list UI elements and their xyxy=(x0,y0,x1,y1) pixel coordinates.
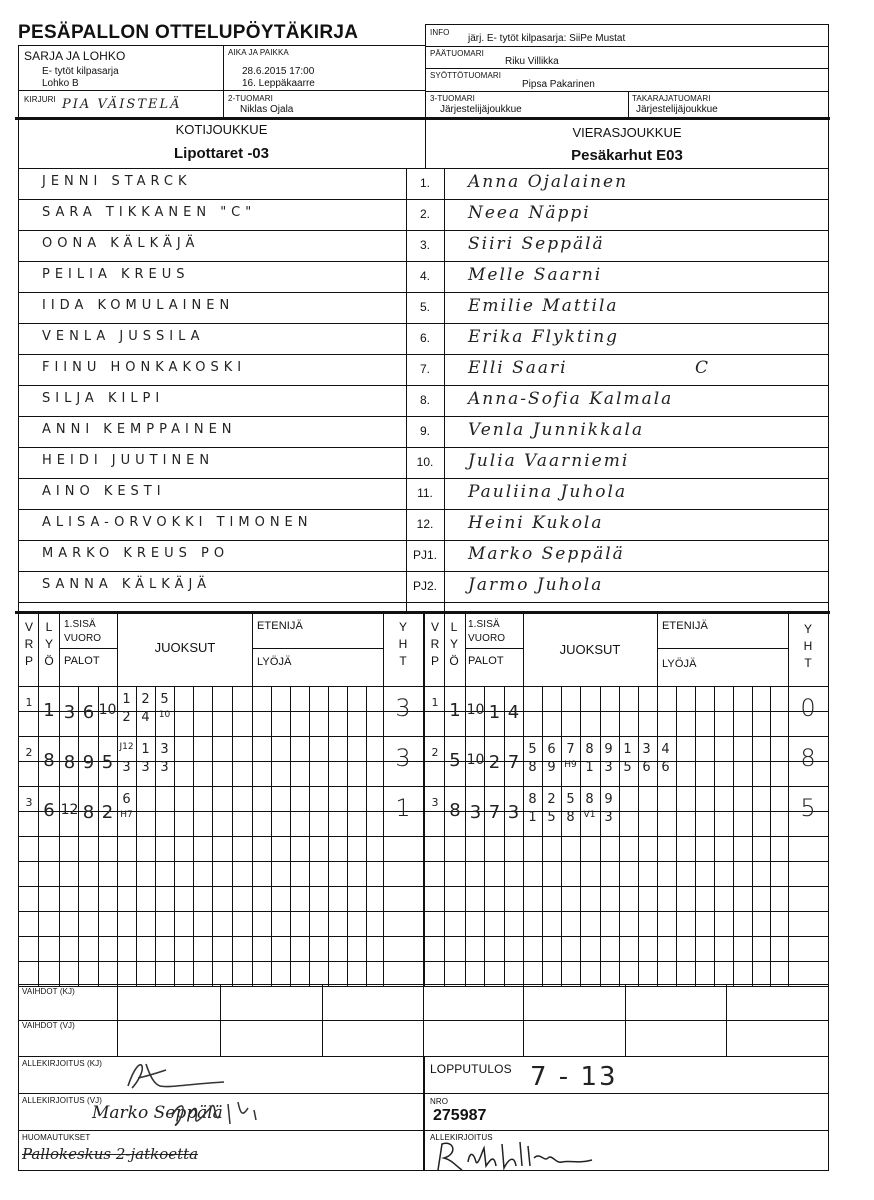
away_periods-run-top: 8 xyxy=(585,742,594,757)
roster-away-player: Anna Ojalainen xyxy=(468,172,629,192)
grid-line xyxy=(290,686,291,986)
grid-line xyxy=(18,936,829,937)
roster-home-player: ANNI KEMPPAINEN xyxy=(42,422,237,437)
away_periods-run-top: 2 xyxy=(547,792,556,807)
grid-line xyxy=(18,736,829,737)
home_periods-run-top: 3 xyxy=(160,742,169,757)
away-lyo-l: L xyxy=(450,620,458,634)
grid-line xyxy=(580,686,581,986)
grid-line xyxy=(657,686,658,986)
home-team-name: Lipottaret -03 xyxy=(173,145,269,162)
roster-number: 3. xyxy=(419,238,430,252)
home_periods-palo: 8 xyxy=(82,802,95,823)
home_periods-run-top: 1 xyxy=(122,692,131,707)
home-vuoro: VUORO xyxy=(64,633,102,644)
aika-label: AIKA JA PAIKKA xyxy=(228,48,289,57)
grid-line xyxy=(136,686,137,986)
home_periods-run-top: 1 xyxy=(141,742,150,757)
away_periods-run-bottom: V1 xyxy=(583,810,596,820)
away-lyoja: LYÖJÄ xyxy=(662,658,697,670)
home_periods-vrp: 2 xyxy=(25,746,33,759)
grid-line xyxy=(828,984,829,1170)
away_periods-ly: 5 xyxy=(449,750,461,771)
away_periods-vrp: 3 xyxy=(431,796,439,809)
grid-line xyxy=(38,686,39,986)
place-value: 16. Leppäkaarre xyxy=(242,78,315,89)
away_periods-ly: 8 xyxy=(449,800,461,821)
tuomari2-value: Niklas Ojala xyxy=(240,104,294,115)
home_periods-palo: 8 xyxy=(63,752,76,773)
away-yht-y: Y xyxy=(803,622,812,636)
grid-line xyxy=(366,686,367,986)
away_periods-yht: 8 xyxy=(800,744,816,772)
grid-line xyxy=(252,686,253,986)
grid-line xyxy=(18,230,829,231)
away-sisa: 1.SISÄ xyxy=(468,619,500,630)
roster-home-player: OONA KÄLKÄJÄ xyxy=(42,236,200,251)
home-lyo-o: Ö xyxy=(44,654,54,668)
home-vrp-v: V xyxy=(24,620,33,634)
roster-home-player: HEIDI JUUTINEN xyxy=(42,453,215,468)
away_periods-run-top: 5 xyxy=(566,792,575,807)
date-value: 28.6.2015 17:00 xyxy=(242,66,315,77)
grid-line xyxy=(752,686,753,986)
away_periods-run-bottom: 3 xyxy=(604,810,613,825)
away_periods-run-top: 9 xyxy=(604,792,613,807)
grid-line xyxy=(220,984,221,1056)
home_periods-palo: 5 xyxy=(101,752,114,773)
away-vrp-r: R xyxy=(430,637,440,651)
roster-away-player: Neea Näppi xyxy=(468,203,591,223)
roster-number: 9. xyxy=(419,424,430,438)
grid-line xyxy=(18,199,829,200)
grid-line xyxy=(714,686,715,986)
grid-line xyxy=(18,811,829,812)
away_periods-yht: 0 xyxy=(800,694,816,722)
home_periods-run-bottom: 3 xyxy=(160,760,169,775)
away_periods-run-bottom: 8 xyxy=(528,760,537,775)
roster-home-player: SARA TIKKANEN "C" xyxy=(42,205,257,220)
grid-line xyxy=(18,261,829,262)
grid-line xyxy=(193,686,194,986)
away-lyo-o: Ö xyxy=(449,654,459,668)
away-palot: PALOT xyxy=(468,655,504,667)
roster-away-player: Venla Junnikkala xyxy=(468,420,645,440)
away_periods-palo: 10 xyxy=(466,752,485,768)
grid-line xyxy=(232,686,233,986)
grid-line xyxy=(18,292,829,293)
lohko-value: Lohko B xyxy=(42,78,79,89)
vaihdot-vj-label: VAIHDOT (VJ) xyxy=(22,1021,75,1030)
grid-line xyxy=(18,686,829,687)
roster-number: 6. xyxy=(419,331,430,345)
away_periods-run-top: 3 xyxy=(642,742,651,757)
roster-away-player: Anna-Sofia Kalmala xyxy=(468,389,674,409)
roster-away-player: Marko Seppälä xyxy=(468,544,625,564)
grid-line xyxy=(423,984,424,1056)
home_periods-run-top: 6 xyxy=(122,792,131,807)
grid-line xyxy=(98,686,99,986)
grid-line xyxy=(676,686,677,986)
grid-line xyxy=(59,614,60,686)
away_periods-run-top: 6 xyxy=(547,742,556,757)
roster-home-player: SILJA KILPI xyxy=(42,391,165,406)
kirjuri-value: PIA VÄISTELÄ xyxy=(62,97,182,112)
allekirjoitus-label: ALLEKIRJOITUS xyxy=(430,1133,493,1142)
home_periods-vrp: 1 xyxy=(25,696,33,709)
home_periods-vrp: 3 xyxy=(25,796,33,809)
away_periods-run-top: 9 xyxy=(604,742,613,757)
grid-line xyxy=(155,686,156,986)
home_periods-run-top: 5 xyxy=(160,692,169,707)
info-value: järj. E- tytöt kilpasarja: SiiPe Mustat xyxy=(468,33,626,44)
grid-line xyxy=(59,686,60,986)
home_periods-ly: 6 xyxy=(43,800,55,821)
grid-line xyxy=(271,686,272,986)
roster-number: 12. xyxy=(416,517,434,531)
away_periods-palo: 7 xyxy=(488,802,501,823)
grid-line xyxy=(174,686,175,986)
roster-away-player: Siiri Seppälä xyxy=(468,234,605,254)
roster-number: 2. xyxy=(419,207,430,221)
home_periods-yht: 3 xyxy=(395,744,411,772)
grid-line xyxy=(18,786,829,787)
away-team-name: Pesäkarhut E03 xyxy=(571,147,683,164)
grid-line xyxy=(542,686,543,986)
home-sisa: 1.SISÄ xyxy=(64,619,96,630)
roster-away-player: Melle Saarni xyxy=(468,265,603,285)
kirjuri-label: KIRJURI xyxy=(24,95,56,104)
sarja-label: SARJA JA LOHKO xyxy=(24,49,126,63)
grid-line xyxy=(18,614,19,986)
roster-number: PJ2. xyxy=(412,579,437,593)
home_periods-yht: 1 xyxy=(395,794,411,822)
huomautukset-value: Pallokeskus 2-jatkoetta xyxy=(22,1145,199,1163)
roster-home-player: AINO KESTI xyxy=(42,484,166,499)
away_periods-run-bottom: 5 xyxy=(547,810,556,825)
home_periods-palo: 2 xyxy=(101,802,114,823)
roster-home-player: IIDA KOMULAINEN xyxy=(42,298,235,313)
grid-line xyxy=(18,385,829,386)
grid-line xyxy=(484,686,485,986)
grid-line xyxy=(638,686,639,986)
home-palot: PALOT xyxy=(64,655,100,667)
grid-line xyxy=(657,648,788,649)
grid-line xyxy=(18,354,829,355)
home_periods-run-bottom: 3 xyxy=(122,760,131,775)
roster-number: 10. xyxy=(416,455,434,469)
takaraja-label: TAKARAJATUOMARI xyxy=(632,94,711,103)
away_periods-run-bottom: 8 xyxy=(566,810,575,825)
home_periods-ly: 8 xyxy=(43,750,55,771)
away-juoksut: JUOKSUT xyxy=(559,642,621,657)
home_periods-run-bottom: 3 xyxy=(141,760,150,775)
grid-line xyxy=(444,686,445,986)
away_periods-run-top: 1 xyxy=(623,742,632,757)
grid-line xyxy=(18,1170,829,1171)
grid-line xyxy=(18,961,829,962)
home_periods-yht: 3 xyxy=(395,694,411,722)
home-yht-h: H xyxy=(398,637,408,651)
tuomari3-value: Järjestelijäjoukkue xyxy=(440,104,522,115)
grid-line xyxy=(252,614,253,686)
away_periods-run-bottom: 5 xyxy=(623,760,632,775)
grid-line xyxy=(788,686,789,986)
grid-line xyxy=(465,614,466,686)
roster-home-player: MARKO KREUS PO xyxy=(42,546,230,561)
away_periods-palo: 1 xyxy=(488,702,501,723)
away_periods-palo: 4 xyxy=(507,702,520,723)
home-lyoja: LYÖJÄ xyxy=(257,656,292,668)
roster-away-player: Pauliina Juhola xyxy=(468,482,628,502)
away_periods-palo: 2 xyxy=(488,752,501,773)
roster-home-player: VENLA JUSSILA xyxy=(42,329,205,344)
grid-line xyxy=(252,648,383,649)
away_periods-run-top: 4 xyxy=(661,742,670,757)
grid-line xyxy=(18,478,829,479)
grid-line xyxy=(504,686,505,986)
home_periods-palo: 10 xyxy=(98,702,117,718)
home-lyo-y: Y xyxy=(44,637,53,651)
home_periods-run-bottom: 2 xyxy=(122,710,131,725)
away_periods-palo: 3 xyxy=(507,802,520,823)
away-etenija: ETENIJÄ xyxy=(662,620,708,632)
vaihdot-kj-label: VAIHDOT (KJ) xyxy=(22,987,75,996)
grid-line xyxy=(309,686,310,986)
home_periods-run-bottom: 10 xyxy=(158,710,171,720)
grid-line xyxy=(18,911,829,912)
away-vrp-p: P xyxy=(430,654,439,668)
grid-line xyxy=(117,984,118,1056)
roster-away-extra: C xyxy=(695,358,709,378)
roster-home-player: SANNA KÄLKÄJÄ xyxy=(42,577,211,592)
away-team-label: VIERASJOUKKUE xyxy=(572,125,682,140)
home_periods-palo: 3 xyxy=(63,702,76,723)
grid-line xyxy=(328,686,329,986)
home_periods-run-bottom: 4 xyxy=(141,710,150,725)
grid-line xyxy=(733,686,734,986)
home-vrp-r: R xyxy=(24,637,34,651)
grid-line xyxy=(657,614,658,686)
roster-home-player: PEILIA KREUS xyxy=(42,267,190,282)
away-yht-t: T xyxy=(804,656,812,670)
lopputulos-value: 7 - 13 xyxy=(530,1062,618,1092)
grid-line xyxy=(523,984,524,1056)
roster-home-player: FIINU HONKAKOSKI xyxy=(42,360,247,375)
nro-label: NRO xyxy=(430,1097,449,1106)
grid-line xyxy=(212,686,213,986)
away_periods-run-top: 8 xyxy=(528,792,537,807)
away_periods-palo: 7 xyxy=(507,752,520,773)
grid-line xyxy=(18,323,829,324)
paatuomari-value: Riku Villikka xyxy=(505,56,559,67)
allekirjoitus-kj-label: ALLEKIRJOITUS (KJ) xyxy=(22,1059,103,1068)
home_periods-run-top: 2 xyxy=(141,692,150,707)
signature-kj-scribble xyxy=(120,1058,230,1092)
home_periods-palo: 9 xyxy=(82,752,95,773)
grid-line xyxy=(465,686,466,986)
grid-line xyxy=(423,614,425,986)
grid-line xyxy=(18,984,19,1170)
roster-number: 4. xyxy=(419,269,430,283)
grid-line xyxy=(18,886,829,887)
home-team-label: KOTIJOUKKUE xyxy=(175,122,268,137)
grid-line xyxy=(18,571,829,572)
away_periods-ly: 1 xyxy=(449,700,461,721)
tuomari3-label: 3-TUOMARI xyxy=(430,94,475,103)
roster-away-player: Jarmo Juhola xyxy=(468,575,604,595)
roster-away-player: Heini Kukola xyxy=(468,513,604,533)
grid-line xyxy=(78,686,79,986)
away_periods-run-bottom: 6 xyxy=(661,760,670,775)
home-yht-t: T xyxy=(399,654,407,668)
home_periods-ly: 1 xyxy=(43,700,55,721)
roster-number: 1. xyxy=(419,176,430,190)
grid-line xyxy=(18,602,829,603)
away_periods-run-top: 8 xyxy=(585,792,594,807)
away_periods-run-top: 5 xyxy=(528,742,537,757)
home-etenija: ETENIJÄ xyxy=(257,620,303,632)
away_periods-run-bottom: 3 xyxy=(604,760,613,775)
away_periods-palo: 10 xyxy=(466,702,485,718)
grid-line xyxy=(59,648,117,649)
tuomari2-label: 2-TUOMARI xyxy=(228,94,273,103)
away_periods-vrp: 2 xyxy=(431,746,439,759)
roster-away-player: Elli Saari xyxy=(468,358,568,378)
form-title: PESÄPALLON OTTELUPÖYTÄKIRJA xyxy=(18,22,359,43)
grid-line xyxy=(347,686,348,986)
away-vrp-v: V xyxy=(430,620,439,634)
huomautukset-label: HUOMAUTUKSET xyxy=(22,1133,91,1142)
takaraja-value: Järjestelijäjoukkue xyxy=(636,104,718,115)
grid-line xyxy=(18,447,829,448)
paatuomari-label: PÄÄTUOMARI xyxy=(430,49,484,58)
home_periods-run-top: J12 xyxy=(119,742,134,752)
roster-home-player: ALISA-ORVOKKI TIMONEN xyxy=(42,515,313,530)
away_periods-run-bottom: 1 xyxy=(528,810,537,825)
allekirjoitus-vj-label: ALLEKIRJOITUS (VJ) xyxy=(22,1096,103,1105)
grid-line xyxy=(619,686,620,986)
grid-line xyxy=(117,686,118,986)
grid-line xyxy=(18,416,829,417)
away-vuoro: VUORO xyxy=(468,633,506,644)
grid-line xyxy=(770,686,771,986)
grid-line xyxy=(18,509,829,510)
roster-away-player: Erika Flykting xyxy=(468,327,620,347)
away-lyo-y: Y xyxy=(449,637,458,651)
grid-line xyxy=(523,686,524,986)
home_periods-run-bottom: H7 xyxy=(120,810,133,820)
home_periods-palo: 6 xyxy=(82,702,95,723)
home-yht-y: Y xyxy=(398,620,407,634)
grid-line xyxy=(18,861,829,862)
info-label: INFO xyxy=(430,28,450,37)
official-signature-scribble xyxy=(432,1136,602,1176)
away_periods-run-top: 7 xyxy=(566,742,575,757)
signature-vj-scribble xyxy=(168,1096,278,1130)
home-vrp-p: P xyxy=(24,654,33,668)
grid-line xyxy=(383,686,384,986)
away-yht-h: H xyxy=(803,639,813,653)
roster-home-player: JENNI STARCK xyxy=(42,174,192,189)
sarja-value: E- tytöt kilpasarja xyxy=(42,66,119,77)
home-juoksut: JUOKSUT xyxy=(154,640,216,655)
away_periods-run-bottom: 6 xyxy=(642,760,651,775)
away_periods-palo: 3 xyxy=(469,802,482,823)
grid-line xyxy=(600,686,601,986)
lopputulos-label: LOPPUTULOS xyxy=(430,1062,512,1076)
grid-line xyxy=(423,1056,425,1170)
signature-vj: Marko Seppälä xyxy=(92,1103,223,1123)
away_periods-vrp: 1 xyxy=(431,696,439,709)
home-lyo-l: L xyxy=(45,620,53,634)
away_periods-run-bottom: 1 xyxy=(585,760,594,775)
grid-line xyxy=(561,686,562,986)
grid-line xyxy=(828,614,829,986)
roster-number: 7. xyxy=(419,362,430,376)
grid-line xyxy=(726,984,727,1056)
roster-number: 11. xyxy=(417,486,433,500)
away_periods-run-bottom: 9 xyxy=(547,760,556,775)
syottotuomari-value: Pipsa Pakarinen xyxy=(522,79,595,90)
roster-number: 8. xyxy=(419,393,430,407)
roster-away-player: Julia Vaarniemi xyxy=(468,451,630,471)
grid-line xyxy=(465,648,523,649)
grid-line xyxy=(18,836,829,837)
roster-number: 5. xyxy=(419,300,430,314)
home_periods-palo: 12 xyxy=(60,802,79,818)
nro-value: 275987 xyxy=(433,1107,487,1124)
grid-line xyxy=(322,984,323,1056)
roster-number: PJ1. xyxy=(412,548,437,562)
grid-line xyxy=(695,686,696,986)
grid-line xyxy=(18,540,829,541)
syottotuomari-label: SYÖTTÖTUOMARI xyxy=(430,71,502,80)
away_periods-run-bottom: H9 xyxy=(564,760,577,770)
roster-away-player: Emilie Mattila xyxy=(468,296,619,316)
grid-line xyxy=(625,984,626,1056)
away_periods-yht: 5 xyxy=(800,794,816,822)
